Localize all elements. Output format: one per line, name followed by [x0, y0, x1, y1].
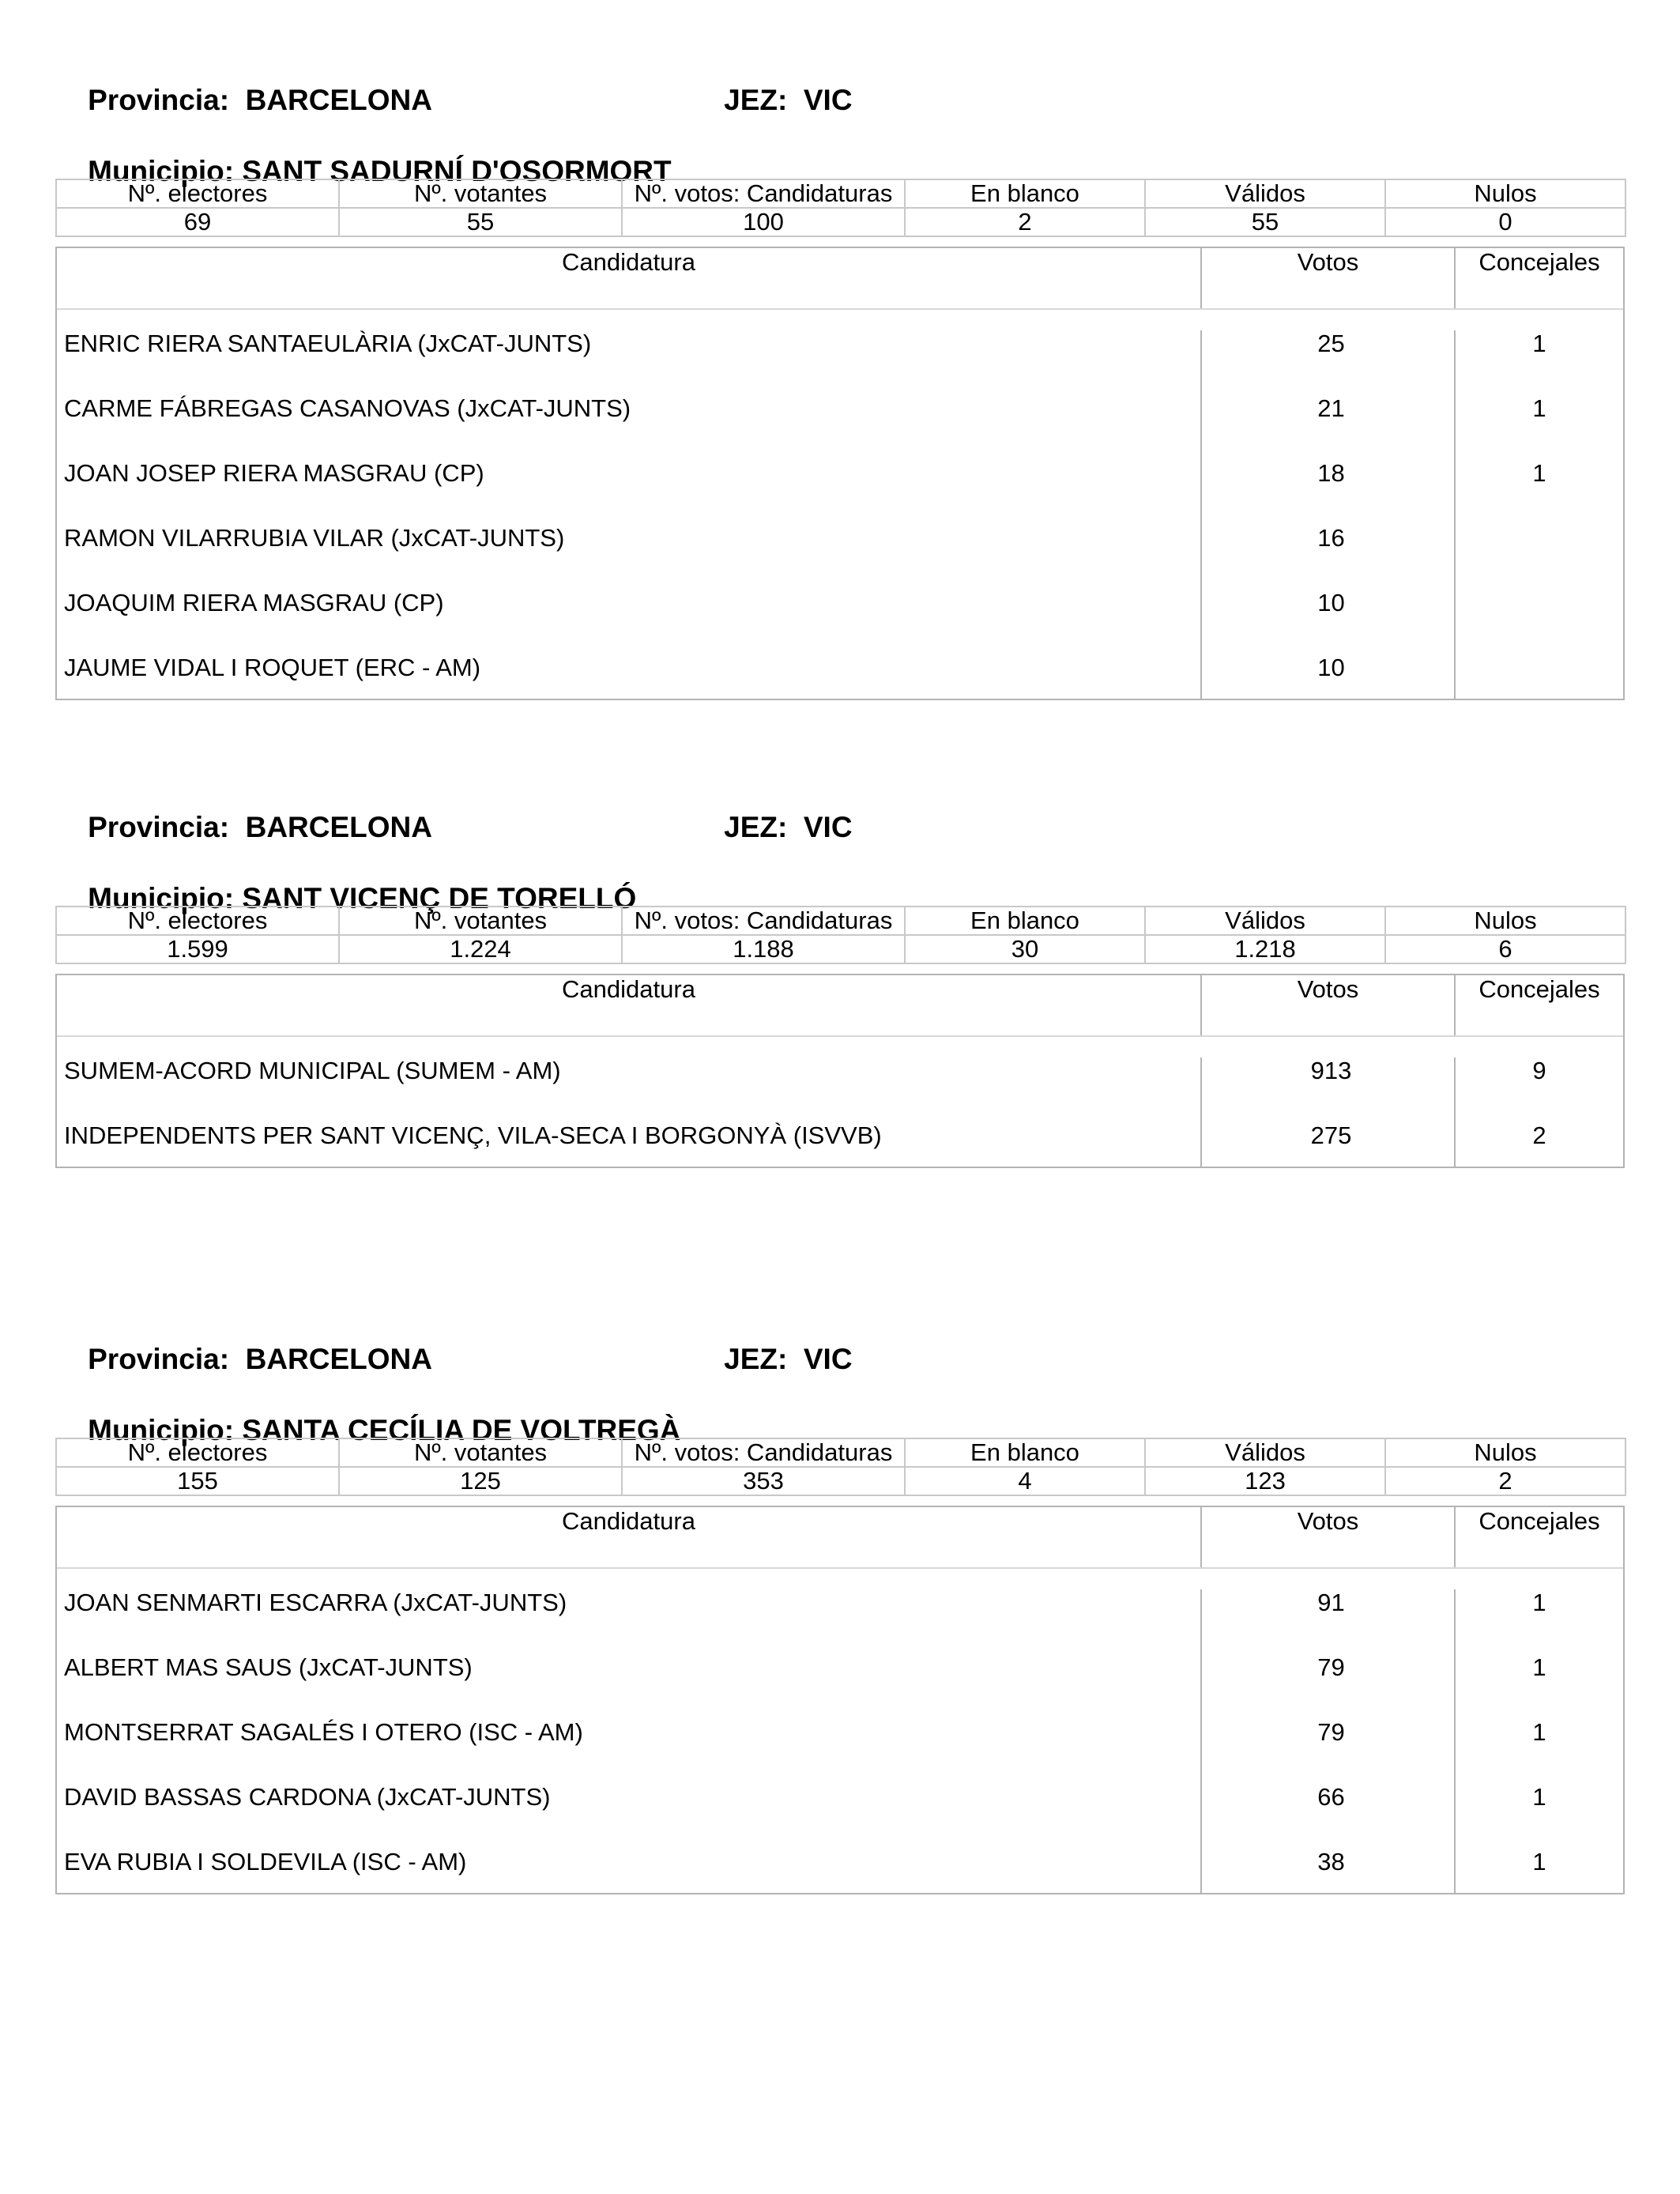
en-blanco-value: 30: [905, 935, 1145, 963]
votos-candidaturas-value: 100: [622, 208, 905, 236]
candidate-votos: 66: [1202, 1784, 1456, 1849]
candidate-votos: 16: [1202, 525, 1456, 590]
validos-value: 1.218: [1145, 935, 1385, 963]
municipio-label: Municipio:: [88, 882, 235, 914]
concejales-header: Concejales: [1478, 248, 1600, 276]
municipio-value: SANT SADURNÍ D'OSORMORT: [242, 155, 672, 187]
provincia-label: Provincia:: [88, 84, 230, 116]
summary-header-row: [56, 907, 1625, 935]
candidates-header-row: [57, 1507, 1623, 1569]
jez-line: [691, 778, 853, 877]
nulos-value: 6: [1385, 935, 1625, 963]
candidate-name: JOAN JOSEP RIERA MASGRAU (CP): [57, 460, 1202, 525]
provincia-value: BARCELONA: [245, 84, 432, 116]
candidate-row: [57, 330, 1623, 395]
votos-candidaturas-header: Nº. votos: Candidaturas: [622, 179, 905, 208]
candidatura-header: Candidatura: [57, 1507, 1202, 1567]
candidate-row: [57, 1719, 1623, 1784]
votantes-header: Nº. votantes: [339, 1438, 622, 1467]
candidate-votos: 91: [1202, 1589, 1456, 1654]
provincia-value: BARCELONA: [245, 1343, 432, 1375]
concejales-header: Concejales: [1478, 975, 1600, 1003]
candidate-concejales: 1: [1532, 459, 1546, 487]
candidates-table: [55, 974, 1625, 1168]
jez-value: VIC: [803, 811, 853, 843]
candidate-name: EVA RUBIA I SOLDEVILA (ISC - AM): [57, 1849, 1202, 1893]
candidate-concejales: [1456, 590, 1623, 654]
validos-header: Válidos: [1145, 179, 1385, 208]
nulos-value: 2: [1385, 1467, 1625, 1495]
jez-label: JEZ:: [724, 1343, 788, 1375]
candidate-votos: 38: [1202, 1849, 1456, 1893]
votantes-value: 1.224: [339, 935, 622, 963]
concejales-header: Concejales: [1478, 1507, 1600, 1535]
votos-candidaturas-header: Nº. votos: Candidaturas: [622, 1438, 905, 1467]
candidate-row: [57, 590, 1623, 654]
votantes-value: 55: [339, 208, 622, 236]
candidates-body: [57, 310, 1623, 699]
validos-header: Válidos: [1145, 907, 1385, 935]
electores-header: Nº. electores: [56, 1438, 339, 1467]
candidate-votos: 10: [1202, 590, 1456, 654]
candidate-name: JAUME VIDAL I ROQUET (ERC - AM): [57, 654, 1202, 699]
summary-table: [55, 179, 1626, 237]
candidates-header-row: [57, 248, 1623, 310]
votos-candidaturas-value: 353: [622, 1467, 905, 1495]
jez-label: JEZ:: [724, 811, 788, 843]
candidates-body: [57, 1569, 1623, 1893]
candidate-concejales: 1: [1532, 1718, 1546, 1746]
candidate-concejales: [1456, 525, 1623, 590]
candidate-name: ENRIC RIERA SANTAEULÀRIA (JxCAT-JUNTS): [57, 330, 1202, 395]
votantes-header: Nº. votantes: [339, 179, 622, 208]
summary-table: [55, 1438, 1626, 1496]
candidate-concejales: 9: [1532, 1057, 1546, 1084]
provincia-label: Provincia:: [88, 811, 230, 843]
summary-value-row: [56, 208, 1625, 236]
candidate-row: [57, 1057, 1623, 1122]
municipio-label: Municipio:: [88, 155, 235, 187]
votos-candidaturas-header: Nº. votos: Candidaturas: [622, 907, 905, 935]
candidate-name: JOAQUIM RIERA MASGRAU (CP): [57, 590, 1202, 654]
candidate-votos: 25: [1202, 330, 1456, 395]
electores-value: 155: [56, 1467, 339, 1495]
summary-header-row: [56, 179, 1625, 208]
votos-candidaturas-value: 1.188: [622, 935, 905, 963]
en-blanco-value: 2: [905, 208, 1145, 236]
votos-header: Votos: [1202, 975, 1456, 1035]
en-blanco-value: 4: [905, 1467, 1145, 1495]
candidate-name: JOAN SENMARTI ESCARRA (JxCAT-JUNTS): [57, 1589, 1202, 1654]
votantes-value: 125: [339, 1467, 622, 1495]
summary-table: [55, 906, 1626, 964]
candidate-name: DAVID BASSAS CARDONA (JxCAT-JUNTS): [57, 1784, 1202, 1849]
provincia-value: BARCELONA: [245, 811, 432, 843]
jez-label: JEZ:: [724, 84, 788, 116]
candidates-table: [55, 247, 1625, 700]
summary-value-row: [56, 1467, 1625, 1495]
candidate-concejales: 1: [1532, 1653, 1546, 1681]
candidate-concejales: 1: [1532, 330, 1546, 357]
summary-value-row: [56, 935, 1625, 963]
candidatura-header: Candidatura: [57, 248, 1202, 308]
candidate-row: [57, 654, 1623, 699]
summary-header-row: [56, 1438, 1625, 1467]
nulos-header: Nulos: [1385, 907, 1625, 935]
candidate-row: [57, 1654, 1623, 1719]
candidate-row: [57, 1849, 1623, 1893]
en-blanco-header: En blanco: [905, 179, 1145, 208]
candidate-name: INDEPENDENTS PER SANT VICENÇ, VILA-SECA I BORGONYÀ (ISVVB): [57, 1122, 1202, 1167]
candidate-concejales: [1456, 654, 1623, 699]
nulos-header: Nulos: [1385, 1438, 1625, 1467]
candidate-name: ALBERT MAS SAUS (JxCAT-JUNTS): [57, 1654, 1202, 1719]
candidate-votos: 79: [1202, 1654, 1456, 1719]
nulos-value: 0: [1385, 208, 1625, 236]
nulos-header: Nulos: [1385, 179, 1625, 208]
jez-line: [691, 1310, 853, 1409]
candidate-votos: 21: [1202, 395, 1456, 460]
validos-header: Válidos: [1145, 1438, 1385, 1467]
candidate-row: [57, 460, 1623, 525]
candidate-concejales: 1: [1532, 1589, 1546, 1616]
candidate-row: [57, 1784, 1623, 1849]
votantes-header: Nº. votantes: [339, 907, 622, 935]
candidate-name: RAMON VILARRUBIA VILAR (JxCAT-JUNTS): [57, 525, 1202, 590]
en-blanco-header: En blanco: [905, 1438, 1145, 1467]
candidate-row: [57, 1122, 1623, 1167]
candidates-header-row: [57, 975, 1623, 1037]
electores-header: Nº. electores: [56, 907, 339, 935]
candidate-votos: 913: [1202, 1057, 1456, 1122]
provincia-label: Provincia:: [88, 1343, 230, 1375]
jez-value: VIC: [803, 1343, 853, 1375]
validos-value: 123: [1145, 1467, 1385, 1495]
candidatura-header: Candidatura: [57, 975, 1202, 1035]
candidate-votos: 275: [1202, 1122, 1456, 1167]
candidate-row: [57, 395, 1623, 460]
jez-line: [691, 51, 853, 150]
electores-header: Nº. electores: [56, 179, 339, 208]
candidate-concejales: 2: [1532, 1122, 1546, 1149]
candidate-name: MONTSERRAT SAGALÉS I OTERO (ISC - AM): [57, 1719, 1202, 1784]
electores-value: 1.599: [56, 935, 339, 963]
en-blanco-header: En blanco: [905, 907, 1145, 935]
jez-value: VIC: [803, 84, 853, 116]
candidate-name: CARME FÁBREGAS CASANOVAS (JxCAT-JUNTS): [57, 395, 1202, 460]
candidate-concejales: 1: [1532, 394, 1546, 422]
candidate-concejales: 1: [1532, 1848, 1546, 1875]
candidates-table: [55, 1506, 1625, 1894]
candidate-name: SUMEM-ACORD MUNICIPAL (SUMEM - AM): [57, 1057, 1202, 1122]
validos-value: 55: [1145, 208, 1385, 236]
candidate-votos: 10: [1202, 654, 1456, 699]
candidate-concejales: 1: [1532, 1783, 1546, 1811]
votos-header: Votos: [1202, 248, 1456, 308]
candidate-row: [57, 1589, 1623, 1654]
municipio-value: SANTA CECÍLIA DE VOLTREGÀ: [242, 1414, 681, 1446]
municipio-value: SANT VICENÇ DE TORELLÓ: [242, 882, 637, 914]
municipio-label: Municipio:: [88, 1414, 235, 1446]
candidates-body: [57, 1037, 1623, 1167]
candidate-votos: 79: [1202, 1719, 1456, 1784]
candidate-votos: 18: [1202, 460, 1456, 525]
candidate-row: [57, 525, 1623, 590]
votos-header: Votos: [1202, 1507, 1456, 1567]
electores-value: 69: [56, 208, 339, 236]
